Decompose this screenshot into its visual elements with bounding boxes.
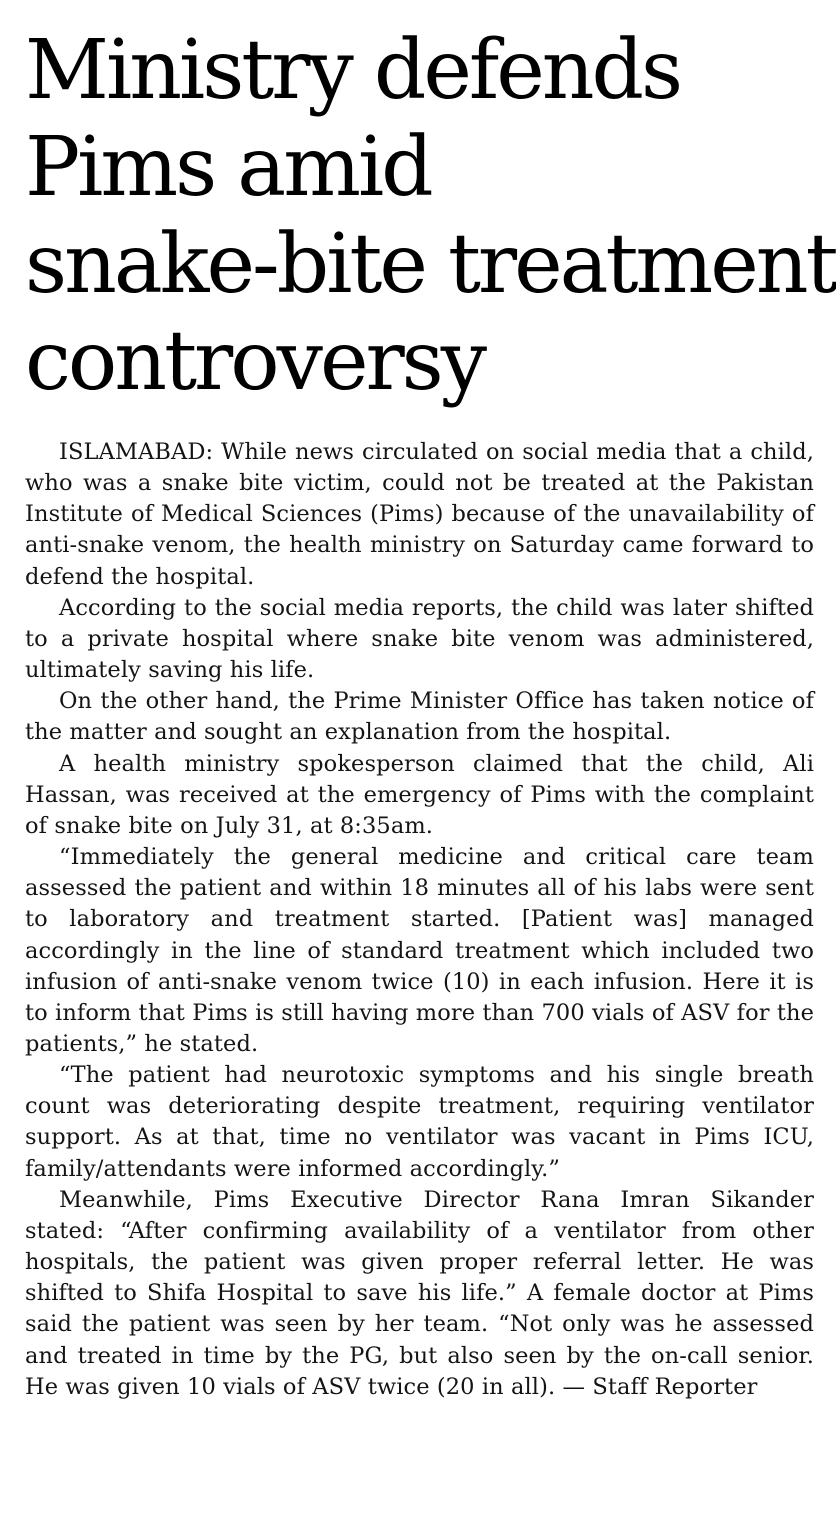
headline-line: Pims amid	[25, 120, 431, 215]
article-body	[25, 437, 814, 1403]
headline-line: controversy	[25, 314, 485, 409]
article-paragraph: On the other hand, the Prime Minister Office has taken notice of the matter and sought an explanation from the hospital.	[25, 688, 814, 746]
headline	[25, 22, 836, 410]
article-paragraph: “The patient had neurotoxic symptoms and his single breath count was deteriorating despite treatment, requiring ventilator support. As at that, time no ventilator was vacant in Pims ICU, family/attendants were informed accordingly.”	[25, 1062, 814, 1182]
article-paragraph: ISLAMABAD: While news circulated on social media that a child, who was a snake bite victim, could not be treated at the Pakistan Institute of Medical Sciences (Pims) because of the unavailability of anti-snake venom, the health ministry on Saturday came forward to defend the hospital.	[25, 439, 814, 590]
headline-line: snake-bite treatment	[25, 217, 836, 312]
article-paragraph: “Immediately the general medicine and critical care team assessed the patient and within 18 minutes all of his labs were sent to laboratory and treatment started. [Patient was] managed accordingly in the line of standard treatment which included two infusion of anti-snake venom twice (10) in each infusion. Here it is to inform that Pims is still having more than 700 vials of ASV for the patients,” he stated.	[25, 844, 814, 1057]
article-paragraph: A health ministry spokesperson claimed that the child, Ali Hassan, was received at the emergency of Pims with the complaint of snake bite on July 31, at 8:35am.	[25, 750, 814, 839]
article-paragraph: According to the social media reports, the child was later shifted to a private hospital where snake bite venom was administered, ultimately saving his life.	[25, 594, 814, 684]
article-paragraph: Meanwhile, Pims Executive Director Rana Imran Sikander stated: “After confirming availability of a ventilator from other hospitals, the patient was given proper referral letter. He was shifted to Shifa Hospital to save his life.” A female doctor at Pims said the patient was seen by her team. “Not only was he assessed and treated in time by the PG, but also seen by the on-call senior. He was given 10 vials of ASV twice (20 in all). — Staff Reporter	[25, 1186, 814, 1400]
headline-line: Ministry defends	[25, 23, 681, 118]
